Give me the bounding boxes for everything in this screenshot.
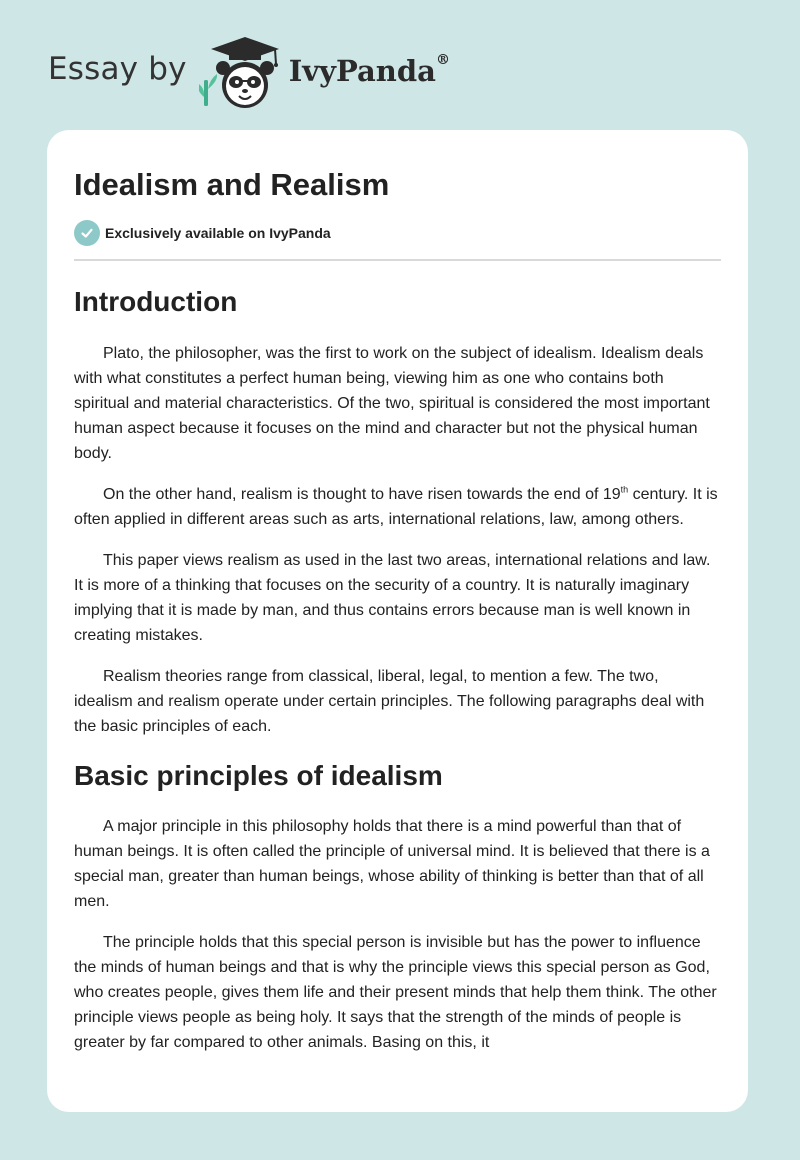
paragraph: On the other hand, realism is thought to have risen towards the end of 19th century. It is often applied in different areas such as arts, international relations, law, among others.	[74, 484, 718, 528]
paragraph: A major principle in this philosophy holds that there is a mind powerful than that of human beings. It is often called the principle of universal mind. It is believed that there is a special man, greater than human beings, whose ability of thinking is better than that of all men.	[74, 818, 710, 911]
brand-name: IvyPanda®	[288, 52, 450, 88]
brand-prefix: Essay by	[48, 51, 187, 87]
section-basic-principles-of-idealism	[74, 759, 721, 1056]
exclusive-badge	[74, 220, 721, 261]
section-introduction	[74, 285, 721, 739]
paragraph: This paper views realism as used in the last two areas, international relations and law. It is more of a thinking that focuses on the security of a country. It is naturally imaginary implying that it is made by man, and thus contains errors because man is well known in creating mistakes.	[74, 551, 711, 644]
paragraph: Realism theories range from classical, liberal, legal, to mention a few. The two, idealism and realism operate under certain principles. The following paragraphs deal with the basic principles of each.	[74, 667, 705, 735]
page-title: Idealism and Realism	[74, 167, 390, 202]
exclusive-label: Exclusively available on IvyPanda	[105, 225, 331, 242]
paragraph: Plato, the philosopher, was the first to work on the subject of idealism. Idealism deals with what constitutes a perfect human being, viewing him as one who contains both spiritual and material characteristics. Of the two, spiritual is considered the most important human aspect because it focuses on the mind and character but not the physical human body.	[74, 344, 710, 462]
brand-header	[48, 34, 450, 110]
panda-logo-icon	[199, 34, 285, 110]
check-icon	[74, 220, 100, 246]
section-heading: Basic principles of idealism	[74, 759, 443, 791]
article-card	[47, 130, 748, 1112]
section-heading: Introduction	[74, 286, 238, 318]
paragraph: The principle holds that this special person is invisible but has the power to influence the minds of human beings and that is why the principle views this special person as God, who creates people, gives them life and their present minds that help them think. The other principle views people as being holy. It says that the strength of the minds of people is greater by far compared to other animals. Basing on this, it	[74, 934, 717, 1052]
